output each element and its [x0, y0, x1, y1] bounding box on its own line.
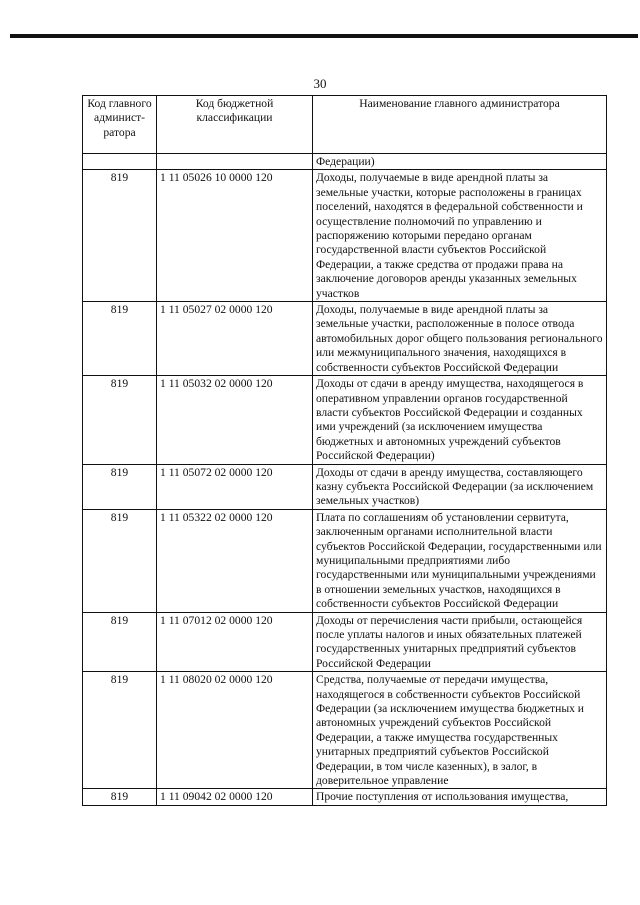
admin-code-cell: 819: [83, 672, 157, 789]
budget-code-cell: 1 11 07012 02 0000 120: [157, 612, 313, 672]
table-row: [83, 672, 607, 789]
admin-name-cell: Доходы от сдачи в аренду имущества, составляющего казну субъекта Российской Федерации (за исключением земельных участков): [313, 464, 607, 509]
table-row: [83, 302, 607, 376]
budget-code-cell: 1 11 05026 10 0000 120: [157, 170, 313, 302]
admin-code-cell: 819: [83, 376, 157, 464]
table-header-row: [83, 96, 607, 154]
header-budget-code: Код бюджетной классификации: [157, 96, 313, 154]
continuation-row: [83, 154, 607, 170]
admin-name-cell: Прочие поступления от использования имущества,: [313, 789, 607, 805]
admin-name-cell: Доходы от перечисления части прибыли, остающейся после уплаты налогов и иных обязательных платежей государственных унитарных предприятий субъектов Российской Федерации: [313, 612, 607, 672]
admin-code-cell: 819: [83, 302, 157, 376]
table-row: [83, 464, 607, 509]
admin-name-cell: Доходы от сдачи в аренду имущества, находящегося в оперативном управлении органов государственной власти субъектов Российской Федерации и созданных ими учреждений (за исключением имущества бюджетных и автономных учреждений субъектов Российской Федерации): [313, 376, 607, 464]
admin-name-cell: Средства, получаемые от передачи имущества, находящегося в собственности субъектов Российской Федерации (за исключением имущества бюджетных и автономных учреждений субъектов Российской Федерации, а также имущества государственных унитарных предприятий субъектов Российской Федерации, в том числе казенных), в залог, в доверительное управление: [313, 672, 607, 789]
admin-name-cell: Доходы, получаемые в виде арендной платы за земельные участки, расположенные в полосе отвода автомобильных дорог общего пользования регионального или межмуниципального значения, находящихся в собственности субъектов Российской Федерации: [313, 302, 607, 376]
top-rule: [10, 34, 638, 38]
header-admin-code: Код главного админист-ратора: [83, 96, 157, 154]
header-admin-name: Наименование главного администратора: [313, 96, 607, 154]
budget-classification-table: [82, 95, 607, 806]
budget-code-cell: 1 11 08020 02 0000 120: [157, 672, 313, 789]
continuation-name-cell: Федерации): [313, 154, 607, 170]
budget-code-cell: 1 11 05072 02 0000 120: [157, 464, 313, 509]
admin-code-cell: 819: [83, 612, 157, 672]
budget-code-cell: 1 11 05032 02 0000 120: [157, 376, 313, 464]
continuation-admin-cell: [83, 154, 157, 170]
admin-code-cell: 819: [83, 170, 157, 302]
continuation-code-cell: [157, 154, 313, 170]
admin-name-cell: Плата по соглашениям об установлении сервитута, заключенным органами исполнительной власти субъектов Российской Федерации, государственными или муниципальными предприятиями либо государственными или муниципальными учреждениями в отношении земельных участков, находящихся в собственности субъектов Российской Федерации: [313, 509, 607, 612]
budget-code-cell: 1 11 05027 02 0000 120: [157, 302, 313, 376]
table-row: [83, 612, 607, 672]
admin-name-cell: Доходы, получаемые в виде арендной платы за земельные участки, которые расположены в границах поселений, находятся в федеральной собственности и осуществление полномочий по управлению и распоряжению которыми передано органам государственной власти субъектов Российской Федерации, а также средства от продажи права на заключение договоров аренды указанных земельных участков: [313, 170, 607, 302]
table-row: [83, 789, 607, 805]
table-row: [83, 170, 607, 302]
table-row: [83, 509, 607, 612]
page-number: 30: [313, 76, 327, 91]
budget-code-cell: 1 11 05322 02 0000 120: [157, 509, 313, 612]
table-row: [83, 376, 607, 464]
admin-code-cell: 819: [83, 464, 157, 509]
admin-code-cell: 819: [83, 789, 157, 805]
admin-code-cell: 819: [83, 509, 157, 612]
budget-code-cell: 1 11 09042 02 0000 120: [157, 789, 313, 805]
